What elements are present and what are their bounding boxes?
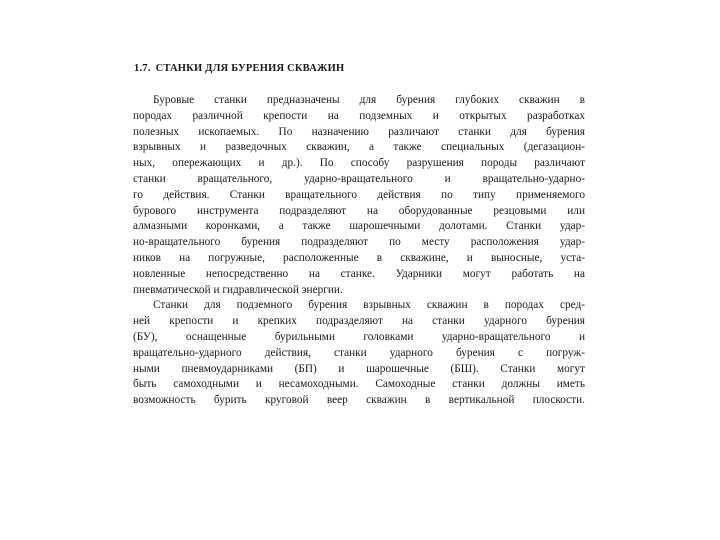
paragraph-1-line: ных, опережающих и др.). По способу разрушения породы различают — [133, 157, 585, 170]
paragraph-1-line: пневматической и гидравлической энергии. — [133, 283, 343, 296]
paragraph-2-line: вращательно-ударного действия, станки ударного бурения с погруж- — [133, 346, 585, 359]
section-title: СТАНКИ ДЛЯ БУРЕНИЯ СКВАЖИН — [155, 63, 345, 74]
paragraph-2-line: (БУ), оснащенные бурильными головками ударно-вращательного и — [133, 330, 585, 343]
paragraph-2-line: быть самоходными и несамоходными. Самоходные станки должны иметь — [133, 378, 585, 391]
paragraph-1-line: новленные непосредственно на станке. Ударники могут работать на — [133, 267, 585, 280]
paragraph-2-line: возможность бурить круговой веер скважин в вертикальной плоскости. — [133, 394, 585, 407]
paragraph-1-line: полезных ископаемых. По назначению различают станки для бурения — [133, 125, 585, 138]
paragraph-1-line: но-вращательного бурения подразделяют по месту расположения удар- — [133, 236, 585, 249]
paragraph-1-line: го действия. Станки вращательного действия по типу применяемого — [133, 188, 585, 201]
section-heading — [134, 63, 344, 74]
paragraph-1-line: породах различной крепости на подземных и открытых разработках — [133, 109, 585, 122]
paragraph-1-line: ников на погружные, расположенные в скважине, и выносные, уста- — [133, 251, 585, 264]
paragraph-2-line: ней крепости и крепких подразделяют на станки ударного бурения — [133, 315, 585, 328]
paragraph-2-line: ными пневмоударниками (БП) и шарошечные (БШ). Станки могут — [133, 362, 585, 375]
section-number: 1.7. — [134, 63, 151, 74]
document-body — [133, 93, 585, 409]
paragraph-1-line: Буровые станки предназначены для бурения глубоких скважин в — [153, 94, 585, 106]
paragraph-1-line: алмазными коронками, а также шарошечными долотами. Станки удар- — [133, 220, 585, 233]
paragraph-1-line: бурового инструмента подразделяют на оборудованные резцовыми или — [133, 204, 585, 217]
paragraph-1-line: взрывных и разведочных скважин, а также специальных (дегазацион- — [133, 141, 585, 154]
paragraph-2-line: Станки для подземного бурения взрывных скважин в породах сред- — [153, 299, 585, 312]
paragraph-1-line: станки вращательного, ударно-вращательного и вращательно-ударно- — [133, 172, 585, 185]
